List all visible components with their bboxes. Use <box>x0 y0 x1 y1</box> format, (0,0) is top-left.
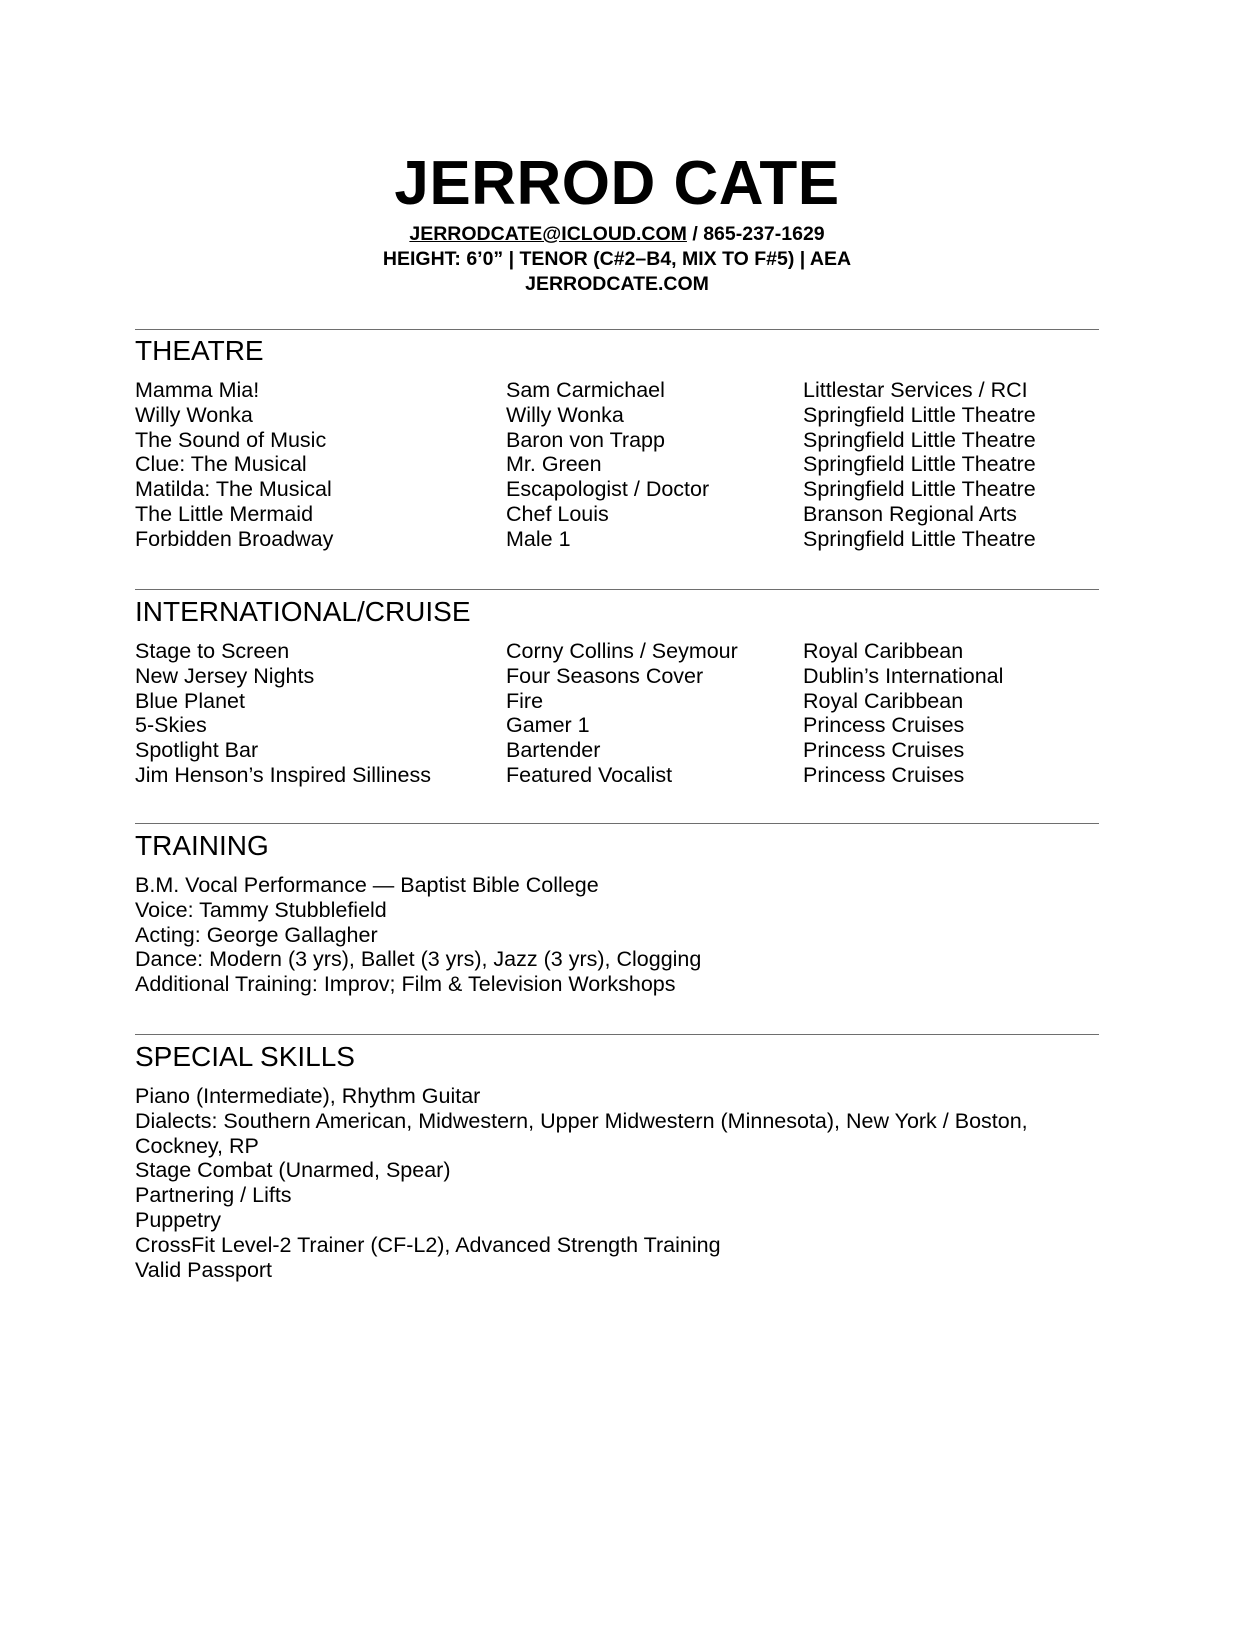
credit-row <box>135 738 1115 763</box>
credit-role: Bartender <box>506 738 601 763</box>
training-item: Acting: George Gallagher <box>135 922 378 947</box>
credit-row <box>135 527 1115 552</box>
credit-venue: Royal Caribbean <box>803 639 964 663</box>
credit-show: New Jersey Nights <box>135 663 315 688</box>
credit-row <box>135 713 1115 738</box>
credit-venue: Springfield Little Theatre <box>803 477 1036 502</box>
performer-details: HEIGHT: 6’0” | TENOR (C#2–B4, MIX TO F#5) | AEA <box>382 248 852 270</box>
credit-row <box>135 502 1115 527</box>
skill-item: Dialects: Southern American, Midwestern, Upper Midwestern (Minnesota), New York / Boston, <box>135 1108 1028 1133</box>
credit-role: Male 1 <box>506 526 571 551</box>
credit-show: Spotlight Bar <box>135 738 259 763</box>
contact-line <box>0 222 1234 247</box>
skill-item: Cockney, RP <box>135 1133 259 1158</box>
skill-item: Valid Passport <box>135 1257 273 1282</box>
credit-venue: Dublin’s International <box>803 663 1004 688</box>
credit-show: The Little Mermaid <box>135 501 314 526</box>
credit-venue: Branson Regional Arts <box>803 501 1017 526</box>
credit-role: Featured Vocalist <box>506 762 673 787</box>
theatre-credits <box>135 378 1115 552</box>
contact-block <box>0 222 1234 297</box>
credit-venue: Princess Cruises <box>803 762 965 787</box>
credit-role: Baron von Trapp <box>506 427 665 452</box>
credit-venue: Royal Caribbean <box>803 688 964 713</box>
section-divider <box>135 1034 1099 1035</box>
training-item: B.M. Vocal Performance — Baptist Bible College <box>135 873 599 897</box>
credit-venue: Springfield Little Theatre <box>803 452 1036 477</box>
credit-show: Willy Wonka <box>135 402 253 427</box>
skill-item: CrossFit Level-2 Trainer (CF-L2), Advanced Strength Training <box>135 1232 721 1257</box>
credit-venue: Springfield Little Theatre <box>803 402 1036 427</box>
credit-venue: Princess Cruises <box>803 738 965 763</box>
credit-venue: Springfield Little Theatre <box>803 427 1036 452</box>
training-list <box>135 873 1115 997</box>
credit-show: Jim Henson’s Inspired Silliness <box>135 762 431 787</box>
credit-venue: Littlestar Services / RCI <box>803 378 1028 402</box>
credit-show: Clue: The Musical <box>135 452 307 477</box>
credit-venue: Princess Cruises <box>803 713 965 738</box>
phone-number: / 865-237-1629 <box>686 223 825 245</box>
credit-role: Chef Louis <box>506 501 609 526</box>
section-divider <box>135 823 1099 824</box>
credit-row <box>135 664 1115 689</box>
credit-row <box>135 378 1115 403</box>
credit-role: Willy Wonka <box>506 402 624 427</box>
skills-list <box>135 1084 1115 1282</box>
credit-role: Sam Carmichael <box>506 378 665 402</box>
skill-item: Puppetry <box>135 1207 222 1232</box>
credit-role: Fire <box>506 688 544 713</box>
section-divider <box>135 589 1099 590</box>
credit-row <box>135 477 1115 502</box>
credit-row <box>135 763 1115 788</box>
credit-show: Stage to Screen <box>135 639 290 663</box>
credit-venue: Springfield Little Theatre <box>803 526 1036 551</box>
skill-item: Piano (Intermediate), Rhythm Guitar <box>135 1084 481 1108</box>
training-item: Voice: Tammy Stubblefield <box>135 897 387 922</box>
website-link[interactable]: JERRODCATE.COM <box>525 273 709 295</box>
credit-role: Four Seasons Cover <box>506 663 704 688</box>
credit-row <box>135 689 1115 714</box>
credit-role: Corny Collins / Seymour <box>506 639 738 663</box>
section-divider <box>135 329 1099 330</box>
international-heading: INTERNATIONAL/CRUISE <box>135 596 471 627</box>
skill-item: Stage Combat (Unarmed, Spear) <box>135 1158 451 1183</box>
email-link[interactable]: JERRODCATE@ICLOUD.COM <box>409 223 687 245</box>
credit-row <box>135 428 1115 453</box>
performer-name: JERROD CATE <box>394 149 840 218</box>
credit-show: Blue Planet <box>135 688 245 713</box>
training-item: Additional Training: Improv; Film & Television Workshops <box>135 972 676 997</box>
credit-show: Forbidden Broadway <box>135 526 334 551</box>
credit-show: Matilda: The Musical <box>135 477 332 502</box>
training-heading: TRAINING <box>135 830 269 861</box>
credit-role: Escapologist / Doctor <box>506 477 710 502</box>
training-item: Dance: Modern (3 yrs), Ballet (3 yrs), Jazz (3 yrs), Clogging <box>135 947 702 972</box>
skill-item: Partnering / Lifts <box>135 1183 292 1208</box>
credit-show: 5-Skies <box>135 713 207 738</box>
credit-show: Mamma Mia! <box>135 378 260 402</box>
credit-row <box>135 639 1115 664</box>
credit-show: The Sound of Music <box>135 427 327 452</box>
credit-role: Mr. Green <box>506 452 602 477</box>
credit-row <box>135 403 1115 428</box>
theatre-heading: THEATRE <box>135 335 264 366</box>
international-credits <box>135 639 1115 788</box>
credit-row <box>135 452 1115 477</box>
credit-role: Gamer 1 <box>506 713 590 738</box>
skills-heading: SPECIAL SKILLS <box>135 1041 355 1072</box>
